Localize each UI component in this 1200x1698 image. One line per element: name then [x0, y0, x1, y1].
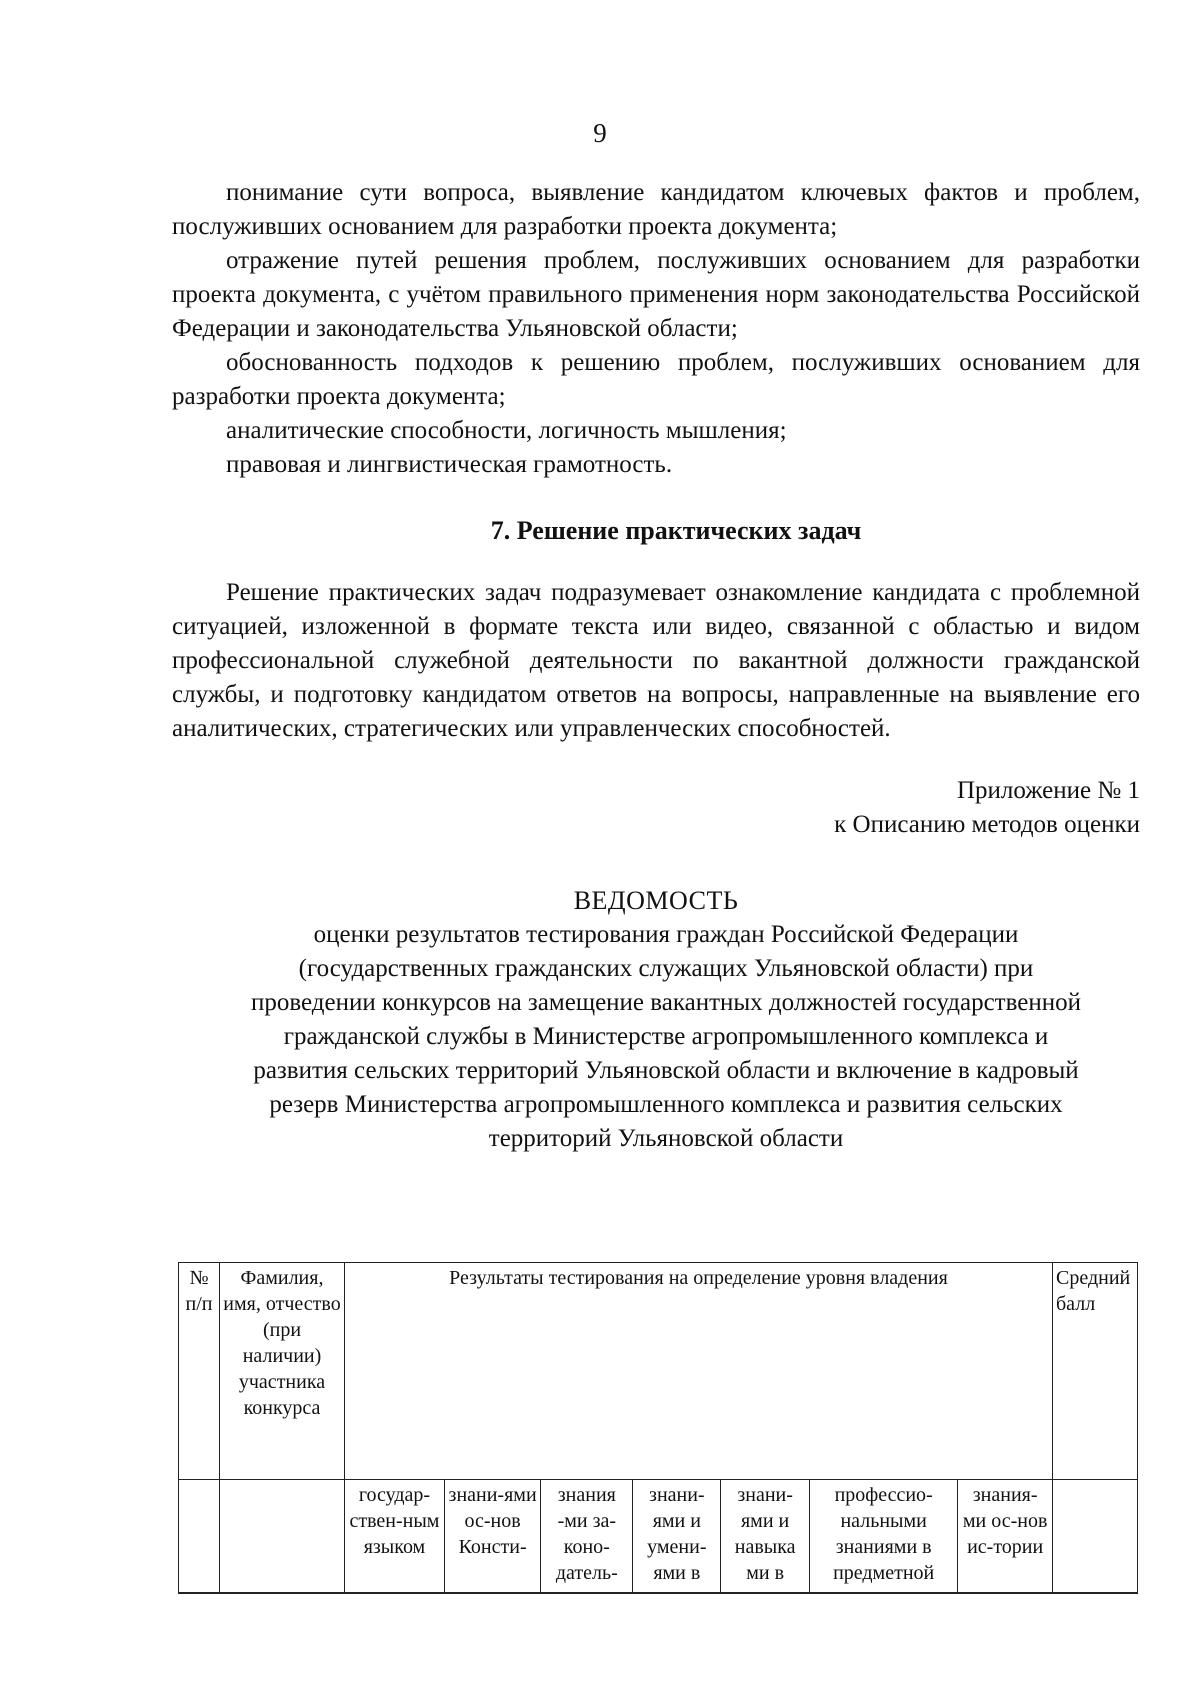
header-num: № п/п	[179, 1263, 220, 1480]
appendix-reference	[172, 774, 1140, 842]
table-header-row	[179, 1263, 1138, 1480]
subheader-cell: знани-ями ос-нов Консти-	[444, 1480, 540, 1594]
subheader-cell: государ-ствен-ным языком	[345, 1480, 445, 1594]
document-body	[172, 176, 1140, 1156]
subheader-cell: знани-ями и умени-ями в	[633, 1480, 721, 1594]
vedomost-title: ВЕДОМОСТЬ	[573, 886, 739, 915]
results-table	[178, 1262, 1138, 1594]
results-table-container	[178, 1262, 1138, 1594]
appendix-line-2: к Описанию методов оценки	[834, 811, 1140, 838]
header-results: Результаты тестирования на определение уровня владения	[345, 1263, 1053, 1480]
subheader-empty	[220, 1480, 345, 1594]
subheader-cell: знания-ми ос-нов ис-тории	[958, 1480, 1053, 1594]
section-title: 7. Решение практических задач	[490, 516, 862, 545]
paragraph: обоснованность подходов к решению проблем, послуживших основанием для разработки проекта документа;	[172, 349, 1140, 410]
paragraph: понимание сути вопроса, выявление кандидатом ключевых фактов и проблем, послуживших основанием для разработки проекта документа;	[172, 179, 1140, 240]
header-average: Средний балл	[1053, 1263, 1138, 1480]
subheader-empty	[1053, 1480, 1138, 1594]
header-name: Фамилия, имя, отчество (при наличии) участника конкурса	[220, 1263, 345, 1480]
section-body: Решение практических задач подразумевает ознакомление кандидата с проблемной ситуацией, изложенной в формате текста или видео, связанной с областью и видом профессиональной служебной деятельности по вакантной должности гражданской службы, и подготовку кандидатом ответов на вопросы, направленные на выявление его аналитических, стратегических или управленческих способностей.	[172, 579, 1140, 742]
table-subheader-row	[179, 1480, 1138, 1594]
paragraph: правовая и лингвистическая грамотность.	[226, 451, 673, 478]
vedomost-subtitle: оценки результатов тестирования граждан Российской Федерации (государственных гражданских служащих Ульяновской области) при проведении конкурсов на замещение вакантных должностей государственной гражданской службы в Министерстве агропромышленного комплекса и развития сельских территорий Ульяновской области и включение в кадровый резерв Министерства агропромышленного комплекса и развития сельских территорий Ульяновской области	[251, 921, 1081, 1152]
appendix-line-1: Приложение № 1	[956, 777, 1140, 804]
subheader-cell: профессио-нальными знаниями в предметной	[809, 1480, 957, 1594]
paragraph: аналитические способности, логичность мышления;	[226, 417, 787, 444]
paragraph: отражение путей решения проблем, послуживших основанием для разработки проекта документа, с учётом правильного применения норм законодательства Российской Федерации и законодательства Ульяновской области;	[172, 247, 1140, 342]
subheader-cell: знани-ями и навыка ми в	[721, 1480, 810, 1594]
page-number: 9	[593, 118, 607, 148]
subheader-empty	[179, 1480, 220, 1594]
subheader-cell: знания -ми за-коно-датель-	[541, 1480, 633, 1594]
